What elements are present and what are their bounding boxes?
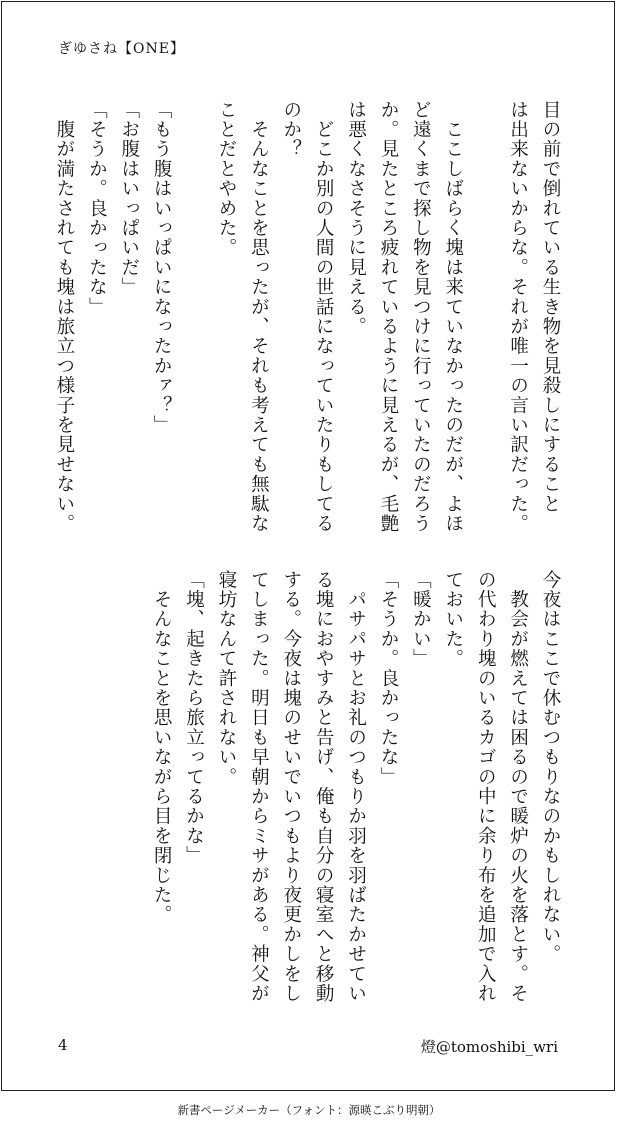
book-page <box>1 1 615 1091</box>
body-text-lower: 今夜はここで休むつもりなのかもしれない。 教会が燃えては困るので暖炉の火を落とす。そ の代わり塊のいるカゴの中に余り布を追加で入れ ておいた。 「暖かい」 「そうか。良かったな」 パサパサとお礼のつもりか羽を羽ばたかせてい る塊におやすみと告げ、俺も自分の寝室へと移動 する。今夜は塊のせいでいつもより夜更かしをし てしまった。明日も早朝からミサがある。神父が 寝坊なんて許されない。 「塊、起きたら旅立ってるかな」 そんなことを思いながら目を閉じた。 <box>151 570 561 1004</box>
page-number: 4 <box>58 1036 68 1054</box>
author-handle: 燈@tomoshibi_wri <box>420 1038 558 1056</box>
generator-credit: 新書ページメーカー（フォント：源暎こぶり明朝） <box>177 1103 441 1117</box>
page-title: ぎゆさね【ONE】 <box>58 41 185 57</box>
body-text-upper: 目の前で倒れている生き物を見殺しにすること は出来ないからな。それが唯一の言い訳だった。 ここしばらく塊は来ていなかったのだが、よほ ど遠くまで探し物を見つけに行っていたのだろう か。見たところ疲れているように見えるが、毛艶 は悪くなさそうに見える。 どこか別の人間の世話になっていたりもしてる のか？ そんなことを思ったが、それも考えても無駄な ことだとやめた。 「もう腹はいっぱいになったかァ？」 「お腹はいっぱいだ」 「そうか。良かったな」 腹が満たされても塊は旅立つ様子を見せない。 <box>53 100 561 534</box>
